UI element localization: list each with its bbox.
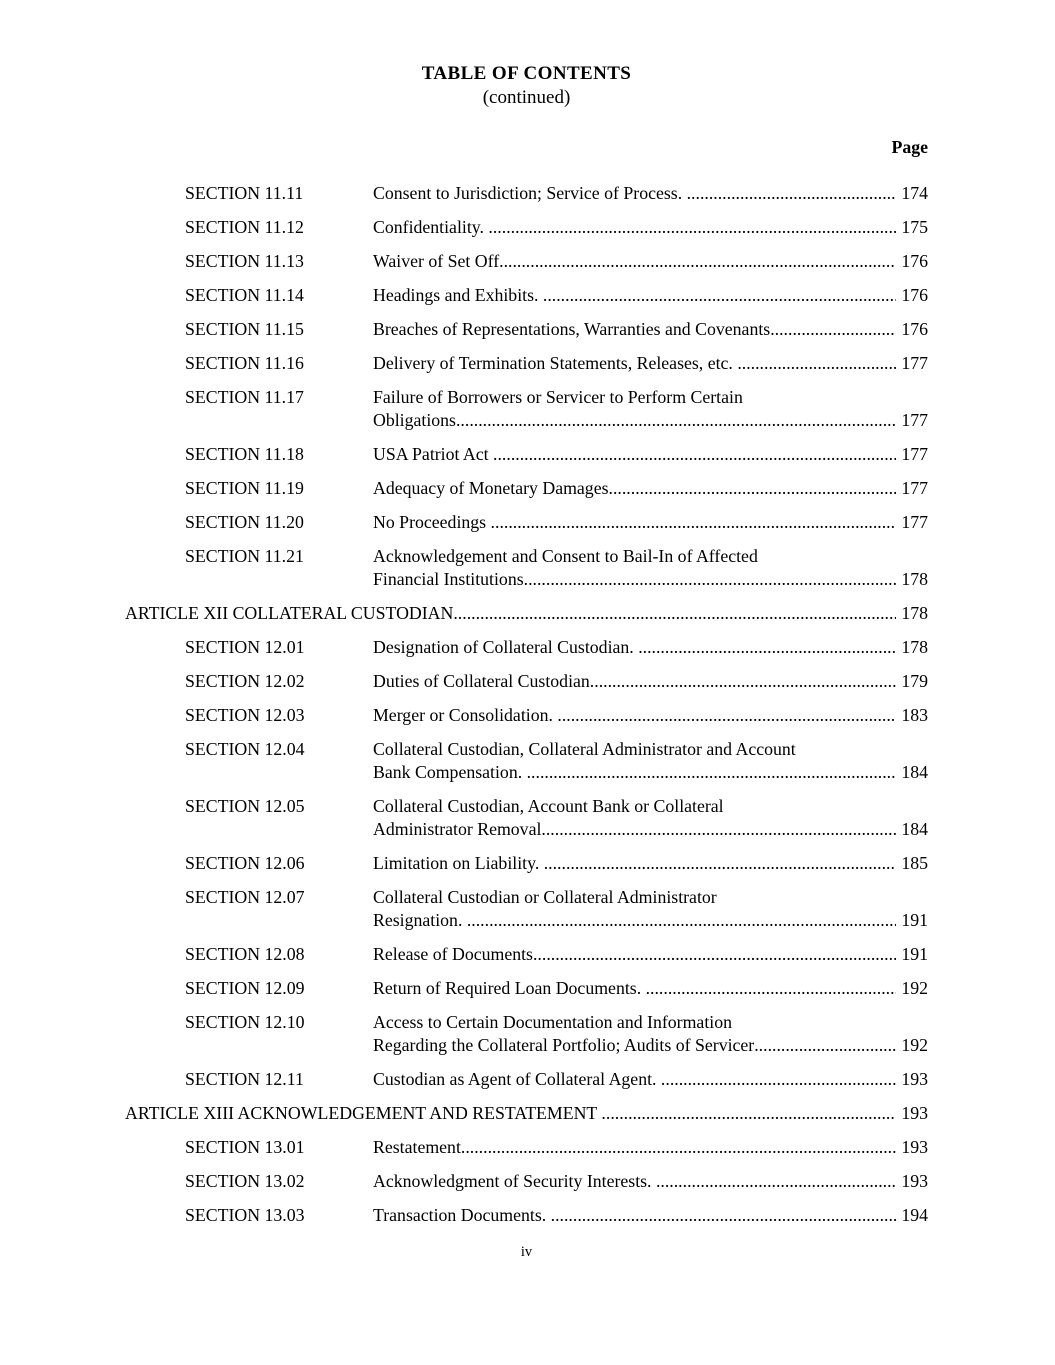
folio-page-number: iv	[520, 1244, 533, 1260]
toc-entry-line	[373, 443, 928, 466]
toc-entry-line	[373, 409, 928, 432]
toc-entry-page: 178	[901, 569, 928, 589]
toc-entry-title: Resignation.	[373, 910, 467, 930]
toc-entry-title: Bank Compensation.	[373, 762, 527, 782]
toc-entry-title-block	[373, 795, 928, 841]
toc-entry	[125, 852, 928, 875]
dot-leader	[453, 602, 896, 625]
page-subtitle: (continued)	[482, 87, 571, 108]
toc-entry-title: Acknowledgement and Consent to Bail-In of Affected	[373, 546, 758, 566]
toc-entry-title: Restatement.	[373, 1137, 466, 1157]
page-column-label: Page	[891, 137, 928, 157]
toc-entry	[125, 318, 928, 341]
dot-leader	[687, 182, 897, 205]
toc-entry	[125, 1204, 928, 1227]
toc-entry-title-block	[373, 704, 928, 727]
toc-entry-line	[373, 182, 928, 205]
toc-entry-page: 194	[901, 1205, 928, 1225]
toc-entry-title-block	[373, 386, 928, 432]
toc-entry-line	[373, 943, 928, 966]
toc-entry-page: 193	[901, 1103, 928, 1123]
toc-entry-line	[373, 511, 928, 534]
toc-entry	[125, 1170, 928, 1193]
toc-entry-line	[125, 602, 928, 625]
toc-entry-title: No Proceedings	[373, 512, 491, 532]
toc-entry	[125, 1102, 928, 1125]
toc-entry-title: Waiver of Set Off.	[373, 251, 504, 271]
toc-entry-title-block	[373, 670, 928, 693]
toc-entry-title: Breaches of Representations, Warranties and Covenants.	[373, 319, 775, 339]
toc-entry-line	[373, 795, 928, 818]
toc-entries	[125, 182, 928, 1227]
toc-entry	[125, 216, 928, 239]
toc-entry-page: 185	[901, 853, 928, 873]
toc-entry-title: USA Patriot Act	[373, 444, 494, 464]
toc-section-label: SECTION 11.18	[185, 444, 304, 464]
dot-leader	[524, 568, 897, 591]
toc-section-label: SECTION 11.14	[185, 285, 304, 305]
toc-section-label: SECTION 12.09	[185, 978, 305, 998]
toc-section-label: SECTION 11.13	[185, 251, 304, 271]
toc-entry-line	[373, 1011, 928, 1034]
page-title: TABLE OF CONTENTS	[421, 63, 632, 84]
toc-entry-page: 184	[901, 762, 928, 782]
dot-leader	[465, 1136, 896, 1159]
toc-entry-title: Financial Institutions	[373, 569, 524, 589]
toc-entry-title-block	[373, 477, 928, 500]
toc-entry-page: 177	[901, 512, 928, 532]
toc-entry-title: Return of Required Loan Documents.	[373, 978, 646, 998]
toc-entry-title-block	[373, 852, 928, 875]
toc-entry-line	[373, 216, 928, 239]
toc-entry-page: 191	[901, 944, 928, 964]
dot-leader	[467, 909, 896, 932]
toc-entry-title-block	[373, 352, 928, 375]
toc-entry	[125, 738, 928, 784]
dot-leader	[656, 1170, 896, 1193]
dot-leader	[456, 409, 896, 432]
dot-leader	[546, 818, 896, 841]
toc-entry-title: Acknowledgment of Security Interests.	[373, 1171, 656, 1191]
toc-entry-line	[373, 818, 928, 841]
toc-entry-page: 193	[901, 1069, 928, 1089]
toc-section-label: SECTION 12.10	[185, 1012, 305, 1032]
dot-leader	[638, 636, 896, 659]
toc-entry-title-block	[373, 886, 928, 932]
dot-leader	[601, 1102, 896, 1125]
toc-section-label: SECTION 11.16	[185, 353, 304, 373]
toc-entry-title-block	[373, 318, 928, 341]
dot-leader	[504, 250, 897, 273]
toc-entry-page: 174	[901, 183, 928, 203]
toc-section-label: SECTION 12.11	[185, 1069, 304, 1089]
toc-entry-line	[373, 1136, 928, 1159]
toc-entry-page: 178	[901, 637, 928, 657]
page-footer	[125, 1243, 928, 1261]
toc-entry-line	[373, 1068, 928, 1091]
dot-leader	[594, 670, 896, 693]
toc-entry-title: Release of Documents	[373, 944, 533, 964]
toc-entry-title-block	[373, 1011, 928, 1057]
toc-entry-line	[373, 318, 928, 341]
toc-section-label: SECTION 13.01	[185, 1137, 305, 1157]
toc-entry-line	[373, 1204, 928, 1227]
toc-entry-line	[373, 670, 928, 693]
dot-leader	[544, 852, 897, 875]
toc-entry-line	[373, 545, 928, 568]
toc-entry-title-block	[373, 443, 928, 466]
toc-section-label: SECTION 12.06	[185, 853, 305, 873]
toc-entry-title-block	[373, 545, 928, 591]
toc-entry-line	[373, 477, 928, 500]
toc-entry	[125, 1011, 928, 1057]
toc-entry	[125, 352, 928, 375]
toc-section-label: SECTION 11.17	[185, 387, 304, 407]
toc-entry-page: 177	[901, 353, 928, 373]
toc-entry-title-block	[373, 1170, 928, 1193]
toc-entry	[125, 443, 928, 466]
toc-entry-page: 178	[901, 603, 928, 623]
toc-entry-title-block	[373, 1136, 928, 1159]
toc-entry-title: Collateral Custodian or Collateral Administrator	[373, 887, 717, 907]
toc-entry	[125, 1068, 928, 1091]
toc-entry-title: Obligations	[373, 410, 456, 430]
toc-entry-title: Custodian as Agent of Collateral Agent.	[373, 1069, 661, 1089]
toc-entry	[125, 182, 928, 205]
dot-leader	[527, 761, 897, 784]
toc-entry-title-block	[373, 284, 928, 307]
toc-entry-title-block	[373, 1068, 928, 1091]
toc-entry-line	[373, 386, 928, 409]
dot-leader	[493, 443, 896, 466]
toc-section-label: SECTION 11.21	[185, 546, 304, 566]
toc-entry-line	[373, 636, 928, 659]
toc-entry-line	[373, 352, 928, 375]
dot-leader	[775, 318, 897, 341]
toc-entry-title-block	[373, 977, 928, 1000]
toc-article-label: ARTICLE XIII ACKNOWLEDGEMENT AND RESTATEMENT	[125, 1103, 602, 1123]
toc-entry-title: Collateral Custodian, Account Bank or Collateral	[373, 796, 724, 816]
toc-entry	[125, 636, 928, 659]
toc-section-label: SECTION 12.08	[185, 944, 305, 964]
toc-entry	[125, 670, 928, 693]
dot-leader	[737, 352, 896, 375]
toc-entry-line	[373, 738, 928, 761]
toc-entry-title: Transaction Documents.	[373, 1205, 551, 1225]
toc-entry	[125, 886, 928, 932]
toc-section-label: SECTION 12.04	[185, 739, 305, 759]
toc-entry-line	[373, 1034, 928, 1057]
toc-entry	[125, 943, 928, 966]
dot-leader	[533, 943, 896, 966]
toc-entry-page: 176	[901, 285, 928, 305]
toc-entry-page: 177	[901, 444, 928, 464]
toc-entry-title-block	[373, 738, 928, 784]
toc-entry-line	[373, 852, 928, 875]
toc-entry	[125, 386, 928, 432]
dot-leader	[646, 977, 897, 1000]
toc-section-label: SECTION 12.02	[185, 671, 305, 691]
toc-entry-title-block	[373, 636, 928, 659]
toc-entry-line	[373, 568, 928, 591]
toc-section-label: SECTION 12.01	[185, 637, 305, 657]
dot-leader	[609, 477, 897, 500]
toc-entry-page: 183	[901, 705, 928, 725]
toc-entry-page: 175	[901, 217, 928, 237]
toc-section-label: SECTION 12.07	[185, 887, 305, 907]
toc-entry-line	[373, 977, 928, 1000]
toc-entry	[125, 284, 928, 307]
toc-section-label: SECTION 11.19	[185, 478, 304, 498]
toc-entry-page: 176	[901, 251, 928, 271]
toc-section-label: SECTION 13.02	[185, 1171, 305, 1191]
toc-article-label: ARTICLE XII COLLATERAL CUSTODIAN	[125, 603, 454, 623]
toc-entry-title: Adequacy of Monetary Damages	[373, 478, 609, 498]
toc-entry-page: 177	[901, 478, 928, 498]
toc-entry	[125, 977, 928, 1000]
toc-entry-title: Limitation on Liability.	[373, 853, 544, 873]
toc-entry	[125, 511, 928, 534]
toc-entry-title: Delivery of Termination Statements, Releases, etc.	[373, 353, 738, 373]
toc-entry-line	[373, 886, 928, 909]
toc-entry	[125, 602, 928, 625]
toc-entry	[125, 250, 928, 273]
toc-entry-page: 193	[901, 1137, 928, 1157]
dot-leader	[551, 1204, 897, 1227]
toc-entry-title: Failure of Borrowers or Servicer to Perform Certain	[373, 387, 743, 407]
toc-entry-page: 176	[901, 319, 928, 339]
toc-entry-page: 177	[901, 410, 928, 430]
toc-entry-page: 184	[901, 819, 928, 839]
toc-entry-title-block	[373, 511, 928, 534]
toc-entry-title: Administrator Removal.	[373, 819, 546, 839]
toc-entry-title: Merger or Consolidation.	[373, 705, 558, 725]
toc-entry-title: Consent to Jurisdiction; Service of Process.	[373, 183, 687, 203]
toc-entry-title: Collateral Custodian, Collateral Administrator and Account	[373, 739, 796, 759]
toc-entry	[125, 704, 928, 727]
toc-entry-title: Access to Certain Documentation and Information	[373, 1012, 732, 1032]
dot-leader	[661, 1068, 896, 1091]
toc-entry-title-block	[373, 250, 928, 273]
dot-leader	[754, 1034, 896, 1057]
toc-section-label: SECTION 11.11	[185, 183, 304, 203]
toc-entry-title-block	[373, 216, 928, 239]
toc-entry	[125, 477, 928, 500]
toc-section-label: SECTION 11.20	[185, 512, 304, 532]
toc-entry-line	[373, 761, 928, 784]
toc-entry-title-block	[373, 1204, 928, 1227]
toc-entry-title-block	[373, 182, 928, 205]
toc-section-label: SECTION 11.12	[185, 217, 304, 237]
document-header	[125, 62, 928, 110]
toc-entry-title: Regarding the Collateral Portfolio; Audits of Servicer	[373, 1035, 755, 1055]
dot-leader	[491, 511, 897, 534]
dot-leader	[557, 704, 896, 727]
toc-entry-title-block	[373, 943, 928, 966]
toc-section-label: SECTION 12.05	[185, 796, 305, 816]
toc-section-label: SECTION 13.03	[185, 1205, 305, 1225]
toc-entry-title: Designation of Collateral Custodian.	[373, 637, 639, 657]
toc-entry-line	[373, 284, 928, 307]
toc-entry-page: 193	[901, 1171, 928, 1191]
toc-entry-line	[373, 909, 928, 932]
toc-entry-page: 192	[901, 1035, 928, 1055]
toc-section-label: SECTION 11.15	[185, 319, 304, 339]
toc-entry-title: Confidentiality.	[373, 217, 489, 237]
toc-entry-title: Headings and Exhibits.	[373, 285, 543, 305]
toc-entry-line	[125, 1102, 928, 1125]
toc-entry-page: 179	[901, 671, 928, 691]
toc-entry	[125, 545, 928, 591]
toc-entry-line	[373, 1170, 928, 1193]
toc-entry	[125, 1136, 928, 1159]
dot-leader	[543, 284, 896, 307]
toc-entry-page: 191	[901, 910, 928, 930]
toc-entry-page: 192	[901, 978, 928, 998]
toc-section-label: SECTION 12.03	[185, 705, 305, 725]
toc-entry-title: Duties of Collateral Custodian.	[373, 671, 595, 691]
toc-entry-line	[373, 250, 928, 273]
toc-entry-line	[373, 704, 928, 727]
dot-leader	[488, 216, 896, 239]
toc-entry	[125, 795, 928, 841]
